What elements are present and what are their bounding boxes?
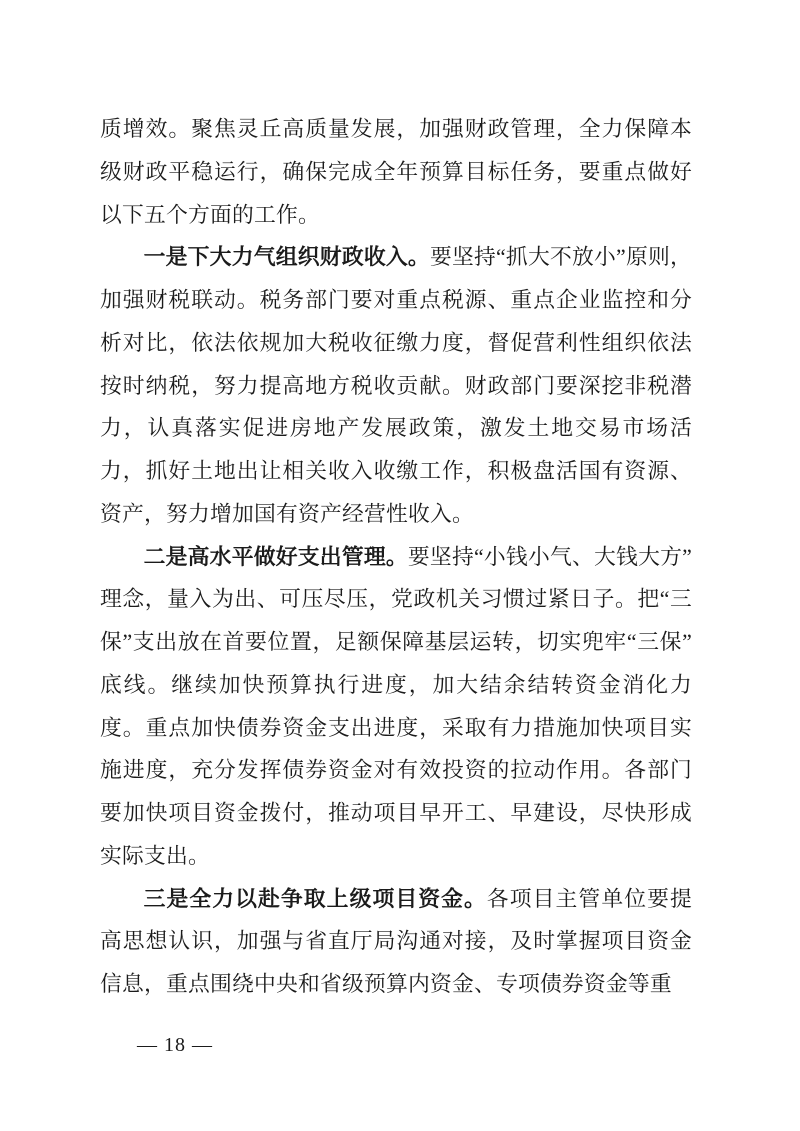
text-run: 质增效。聚焦灵丘高质量发展，加强财政管理，全力保障本级财政平稳运行，确保完成全年预算目标任务，要重点做好以下五个方面的工作。 (100, 117, 692, 227)
heading-run: 一是下大力气组织财政收入。 (143, 245, 430, 270)
paragraph (100, 878, 692, 1006)
paragraph (100, 108, 692, 236)
text-run: 各项目主管单位要提高思想认识，加强与省直厅局沟通对接，及时掌握项目资金信息，重点围绕中央和省级预算内资金、专项债券资金等重 (100, 886, 692, 996)
paragraph (100, 236, 692, 535)
text-run: 要坚持“抓大不放小”原则，加强财税联动。税务部门要对重点税源、重点企业监控和分析对比，依法依规加大税收征缴力度，督促营利性组织依法按时纳税，努力提高地方税收贡献。财政部门要深挖非税潜力，认真落实促进房地产发展政策，激发土地交易市场活力，抓好土地出让相关收入收缴工作，积极盘活国有资源、资产，努力增加国有资产经营性收入。 (100, 245, 692, 526)
text-run: 要坚持“小钱小气、大钱大方”理念，量入为出、可压尽压，党政机关习惯过紧日子。把“三保”支出放在首要位置，足额保障基层运转，切实兜牢“三保”底线。继续加快预算执行进度，加大结余结转资金消化力度。重点加快债券资金支出进度，采取有力措施加快项目实施进度，充分发挥债券资金对有效投资的拉动作用。各部门要加快项目资金拨付，推动项目早开工、早建设，尽快形成实际支出。 (100, 544, 692, 868)
page-number: — 18 — (137, 1034, 213, 1056)
document-body (100, 108, 692, 1006)
heading-run: 三是全力以赴争取上级项目资金。 (143, 886, 487, 911)
heading-run: 二是高水平做好支出管理。 (143, 544, 408, 569)
paragraph (100, 536, 692, 878)
